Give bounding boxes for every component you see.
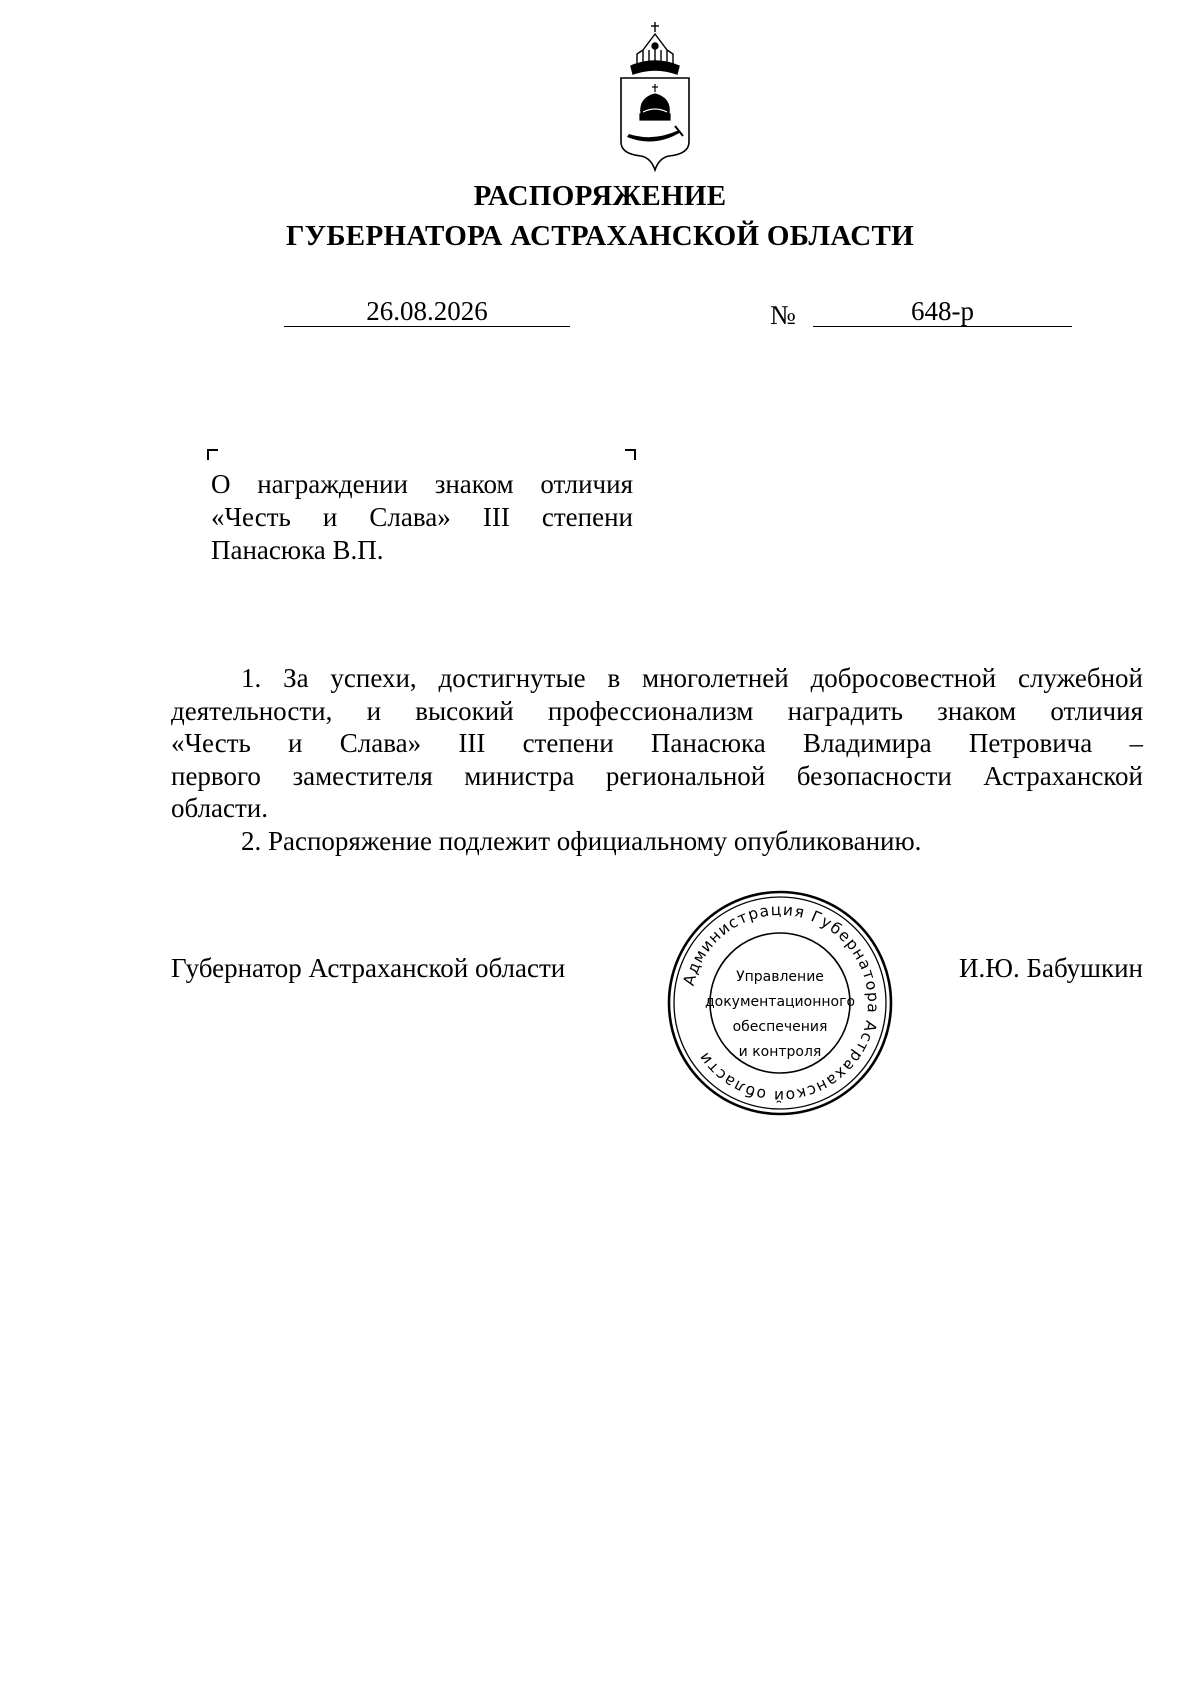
document-body [171,662,1143,857]
subject-corner-left [207,449,218,460]
seal-center-line: документационного [704,994,856,1010]
document-subject [211,468,633,567]
signatory-name: И.Ю. Бабушкин [958,953,1143,983]
date-underline [284,326,570,327]
body-line: «Честь и Слава» III степени Панасюка Владимира Петровича – [171,728,1143,758]
document-issuer: ГУБЕРНАТОРА АСТРАХАНСКОЙ ОБЛАСТИ [286,220,914,252]
document-number: 648-р [911,296,974,326]
subject-line: «Честь и Слава» III степени [211,502,633,532]
document-title: РАСПОРЯЖЕНИЕ [473,180,727,212]
body-line: деятельности, и высокий профессионализм наградить знаком отличия [171,695,1143,726]
subject-line: Панасюка В.П. [211,535,384,565]
document-date: 26.08.2026 [366,296,488,326]
body-line: 2. Распоряжение подлежит официальному опубликованию. [241,825,922,856]
signatory-position: Губернатор Астраханской области [171,953,566,983]
subject-corner-right [625,449,636,460]
seal-center-line: обеспечения [732,1019,828,1035]
subject-line: О награждении знаком отличия [211,469,633,499]
seal-center-line: Управление [736,969,824,985]
coat-of-arms-icon [613,20,697,172]
number-underline [813,326,1072,327]
body-line: первого заместителя министра региональной безопасности Астраханской [171,760,1143,791]
seal-outer-text: Администрация Губернатора Астраханской области [679,900,883,1106]
number-label: № [770,300,796,330]
body-line: области. [171,793,269,823]
body-line: 1. За успехи, достигнутые в многолетней добросовестной служебной [241,663,1143,693]
seal-center-line: и контроля [738,1044,822,1060]
official-seal-stamp [665,888,895,1118]
